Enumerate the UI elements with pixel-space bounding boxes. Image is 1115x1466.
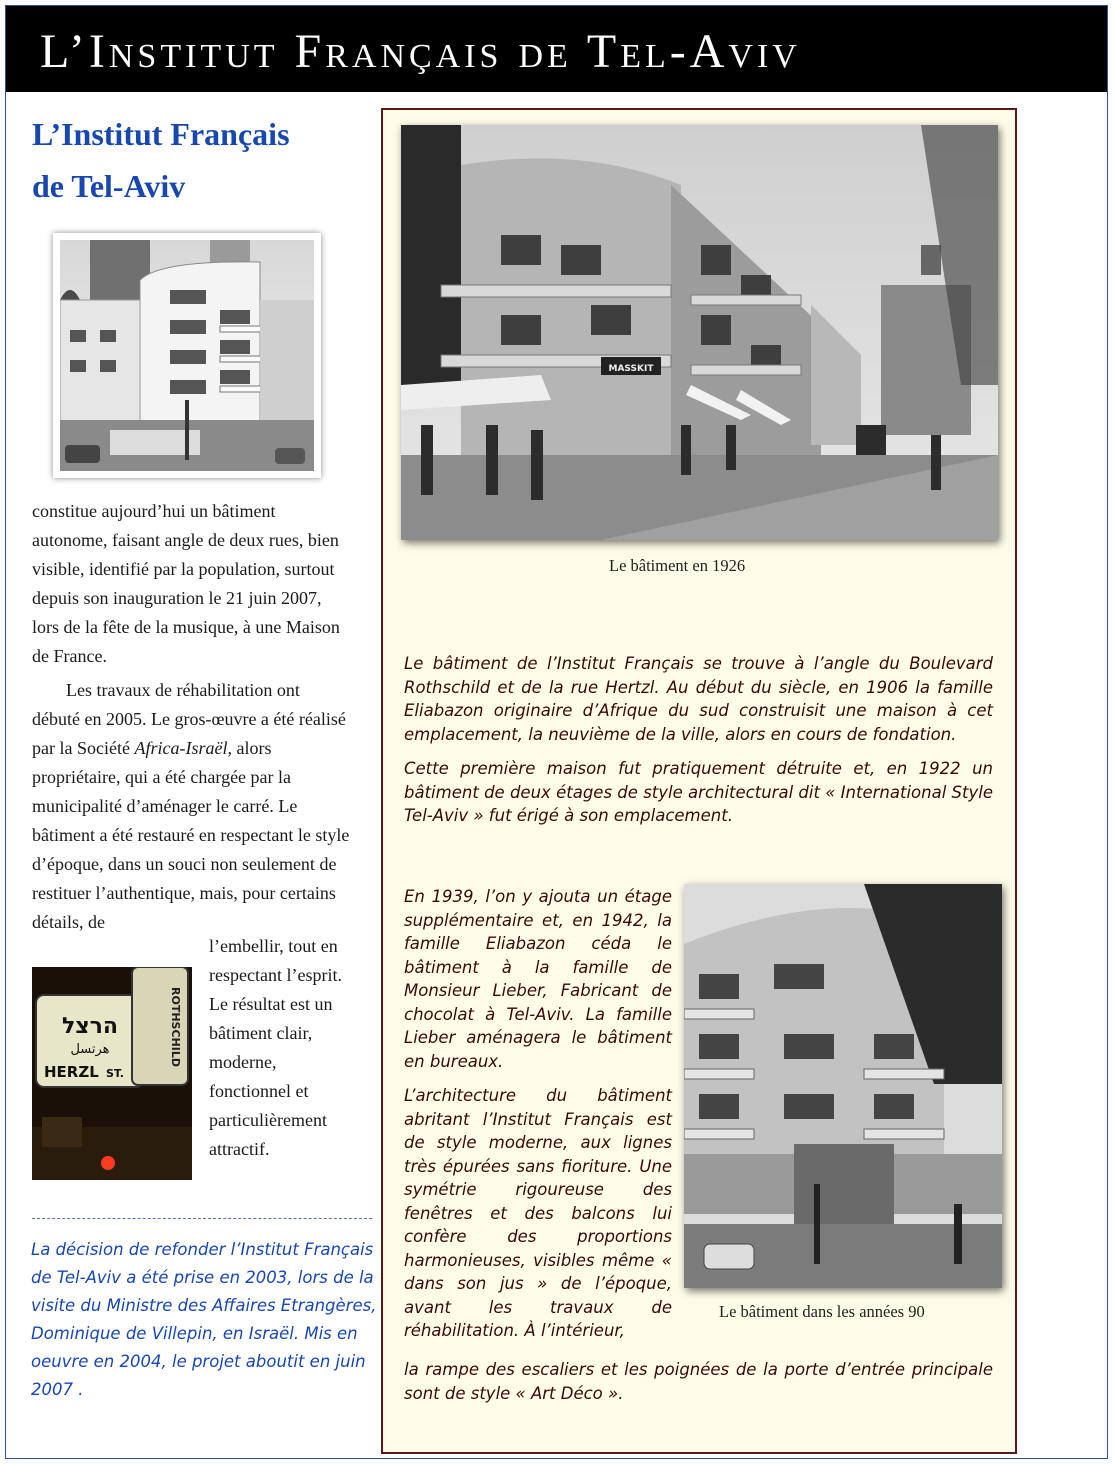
- sign-latin: HERZL: [44, 1063, 99, 1081]
- panel-paragraph-4-end: [404, 1358, 993, 1405]
- sidebar-paragraph-2-part-b: , alors propriétaire, qui a été chargée par la municipalité d’aménager le carré. Le bâtiment a été restauré en respectant le style d’époque, dans un souci non seulement de restituer l’authentique, mais, pour certains détails, de: [32, 738, 350, 932]
- street-sign-photo: [32, 967, 192, 1180]
- photo-caption-1926: Le bâtiment en 1926: [609, 556, 746, 575]
- sign-hebrew: הרצל: [61, 1014, 119, 1039]
- panel-paragraph-1-text: Le bâtiment de l’Institut Français se trouve à l’angle du Boulevard Rothschild et de la rue Hertzl. Au début du siècle, en 1906 la famille Eliabazon originaire d’Afrique du sud construisit une maison à cet emplacement, la neuvième de la ville, alors en cours de fondation.: [404, 654, 993, 744]
- modern-building-photo: [53, 233, 321, 478]
- panel-paragraph-3: [404, 885, 672, 1354]
- photo-caption-1990s: Le bâtiment dans les années 90: [719, 1302, 925, 1321]
- sidebar-paragraph-2-text: [32, 676, 350, 937]
- shop-sign: MASSKIT: [608, 364, 654, 374]
- panel-paragraph-4-end-text: la rampe des escaliers et les poignées de la porte d’entrée principale sont de style « Art Déco ».: [404, 1360, 993, 1403]
- panel-paragraph-2-text: Cette première maison fut pratiquement détruite et, en 1922 un bâtiment de deux étages de style architectural dit « International Style Tel-Aviv » fut érigé à son emplacement.: [404, 759, 993, 825]
- sidebar-paragraph-2: [32, 676, 350, 937]
- page-title: L’Institut Français de Tel-Aviv: [40, 25, 801, 78]
- sidebar-paragraph-1-text: constitue aujourd’hui un bâtiment autonome, faisant angle de deux rues, bien visible, identifié par la population, surtout depuis son inauguration le 21 juin 2007, lors de la fête de la musique, à une Maison de France.: [32, 501, 340, 666]
- sign-st: ST.: [106, 1067, 124, 1080]
- sidebar-heading-line1: L’Institut Français: [32, 116, 290, 152]
- panel-paragraph-3-text: En 1939, l’on y ajouta un étage supplémentaire et, en 1942, la famille Eliabazon céda le bâtiment à la famille de Monsieur Lieber, Fabricant de chocolat à Tel-Aviv. La famille Lieber aménagera le bâtiment en bureaux.: [404, 887, 672, 1071]
- modern-building-image: [60, 240, 314, 471]
- sign-rothschild: ROTHSCHILD: [169, 987, 182, 1067]
- sidebar-paragraph-2-part-a: Les travaux de réhabilitation ont débuté en 2005. Le gros-œuvre a été réalisé par la Société: [32, 680, 346, 758]
- sidebar-paragraph-2-wrap: [209, 932, 359, 1164]
- divider: [32, 1218, 372, 1219]
- header-banner: [6, 6, 1107, 92]
- sidebar-heading: [32, 108, 362, 212]
- building-1990s-photo: [684, 884, 1002, 1288]
- sidebar-quote: La décision de refonder l’Institut Français de Tel-Aviv a été prise en 2003, lors de la visite du Ministre des Affaires Etrangères, Dominique de Villepin, en Israël. Mis en oeuvre en 2004, le projet aboutit en juin 2007 .: [31, 1240, 377, 1399]
- building-1926-image: [401, 125, 998, 540]
- sidebar-paragraph-2-continued: l’embellir, tout en respectant l’esprit. Le résultat est un bâtiment clair, moderne, fonctionnel et particulièrement attractif.: [209, 936, 342, 1159]
- sign-arabic: هرتسل: [70, 1042, 110, 1057]
- company-name: Africa-Israël: [134, 738, 228, 758]
- street-sign-image: [32, 967, 192, 1180]
- building-1990s-image: [684, 884, 1002, 1288]
- sidebar-heading-line2: de Tel-Aviv: [32, 168, 186, 204]
- sidebar-paragraph-1: [32, 497, 352, 671]
- panel-paragraph-1: [404, 652, 993, 839]
- building-1926-photo: [401, 125, 998, 540]
- panel-paragraph-4-text: L’architecture du bâtiment abritant l’Institut Français est de style moderne, aux lignes très épurées sans fioriture. Une symétrie rigoureuse des fenêtres et des balcons lui confère des proportions harmonieuses, visibles même « dans son jus » de l’époque, avant les travaux de réhabilitation. À l’intérieur,: [404, 1086, 672, 1340]
